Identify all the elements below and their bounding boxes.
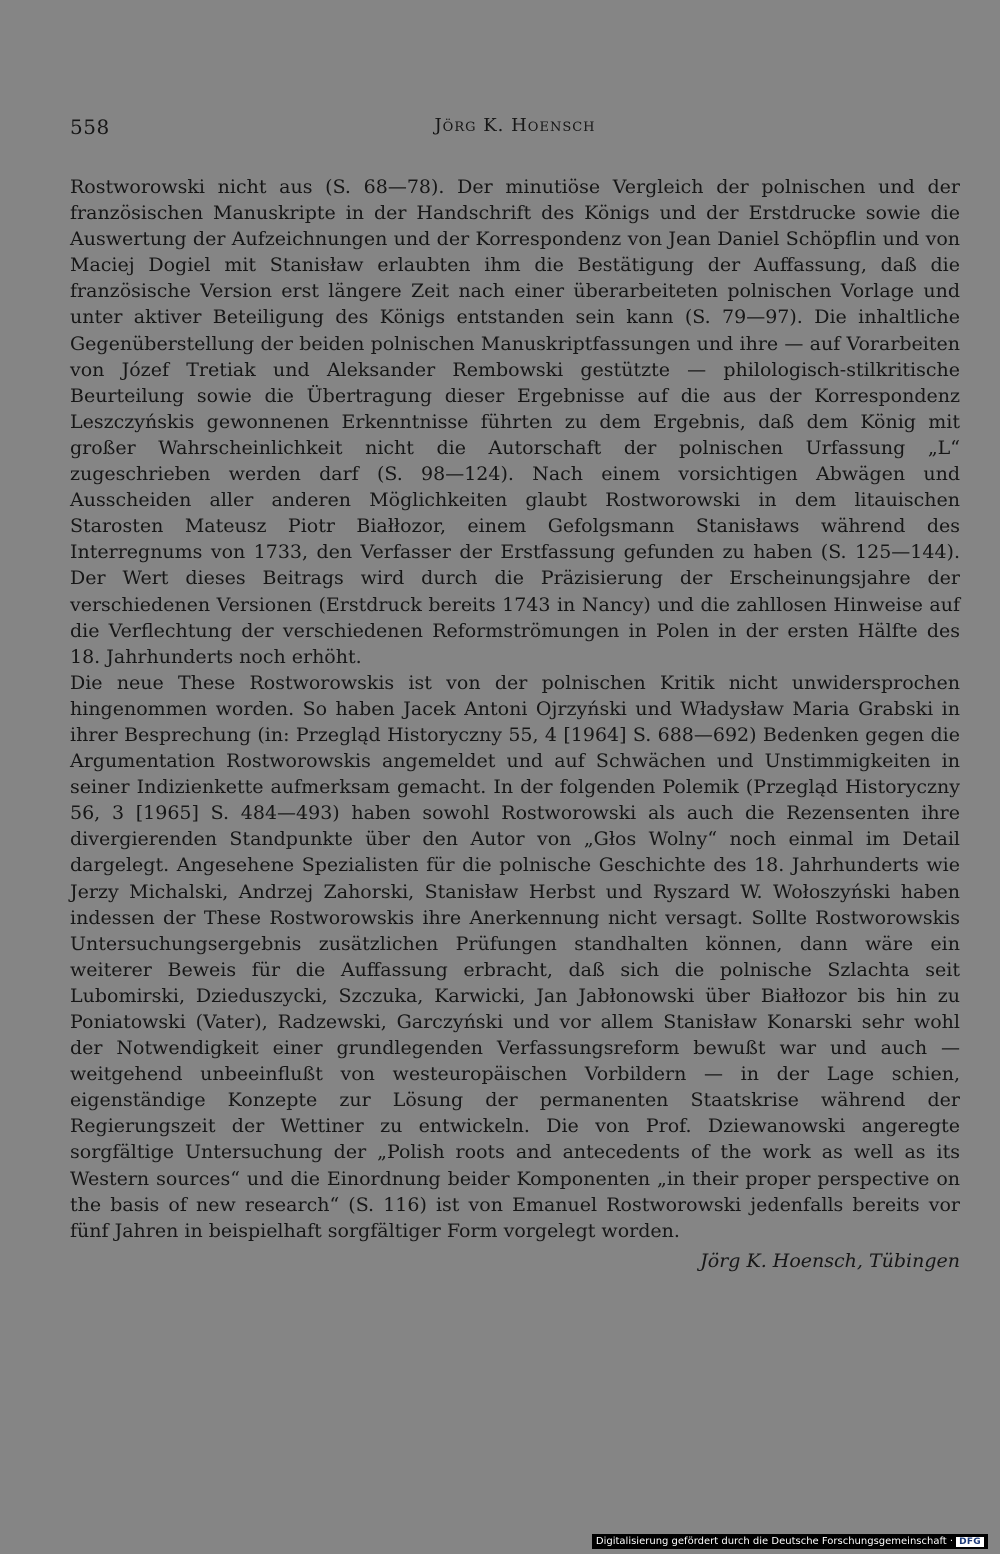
paragraph-2: Die neue These Rostworowskis ist von der polnischen Kritik nicht unwidersprochen hingenommen worden. So haben Jacek Antoni Ojrzyński und Władysław Maria Grabski in ihrer Besprechung (in: Przegląd Historyczny 55, 4 [1964] S. 688—692) Bedenken gegen die Argumentation Rostworowskis angemeldet und auf Schwächen und Unstimmigkeiten in seiner Indizienkette aufmerksam gemacht. In der folgenden Polemik (Przegląd Historyczny 56, 3 [1965] S. 484—493) haben sowohl Rostworowski als auch die Rezensenten ihre divergierenden Standpunkte über den Autor von „Głos Wolny“ noch einmal im Detail dargelegt. Angesehene Spezialisten für die polnische Geschichte des 18. Jahrhunderts wie Jerzy Michalski, Andrzej Zahorski, Stanisław Herbst und Ryszard W. Wołoszyński haben indessen der These Rostworowskis ihre Anerkennung nicht versagt. Sollte Rostworowskis Untersuchungsergebnis zusätzlichen Prüfungen standhalten können, dann wäre ein weiterer Beweis für die Auffassung erbracht, daß sich die polnische Szlachta seit Lubomirski, Dzieduszycki, Szczuka, Karwicki, Jan Jabłonowski über Białłozor bis hin zu Poniatowski (Vater), Radzewski, Garczyński und vor allem Stanisław Konarski sehr wohl der Notwendigkeit einer grundlegenden Verfassungsreform bewußt war und auch — weitgehend unbeeinflußt von westeuropäischen Vorbildern — in der Lage schien, eigenständige Konzepte zur Lösung der permanenten Staatskrise während der Regierungszeit der Wettiner zu entwickeln. Die von Prof. Dziewanowski angeregte sorgfältige Untersuchung der „Polish roots and antecedents of the work as well as its Western sources“ und die Einordnung beider Komponenten „in their proper perspective on the basis of new research“ (S. 116) ist von Emanuel Rostworowski jedenfalls bereits vor fünf Jahren in beispielhaft sorgfältiger Form vorgelegt worden. [70,671,960,1242]
dfg-logo-icon: DFG [956,1537,984,1547]
digitization-credit [592,1534,988,1549]
credit-text: Digitalisierung gefördert durch die Deutsche Forschungsgemeinschaft · [595,1536,954,1547]
page-number: 558 [70,115,110,139]
author-signature: Jörg K. Hoensch, Tübingen [700,1249,960,1272]
body-text [70,174,960,1274]
running-head: Jörg K. Hoensch [434,115,596,136]
paragraph-1: Rostworowski nicht aus (S. 68—78). Der minutiöse Vergleich der polnischen und der französischen Manuskripte in der Handschrift des Königs und der Erstdrucke sowie die Auswertung der Aufzeichnungen und der Korrespondenz von Jean Daniel Schöpflin und von Maciej Dogiel mit Stanisław erlaubten ihm die Bestätigung der Auffassung, daß die französische Version erst längere Zeit nach einer überarbeiteten polnischen Vorlage und unter aktiver Beteiligung des Königs entstanden sein kann (S. 79—97). Die inhaltliche Gegenüberstellung der beiden polnischen Manuskriptfassungen und ihre — auf Vorarbeiten von Józef Tretiak und Aleksander Rembowski gestützte — philologisch-stilkritische Beurteilung sowie die Übertragung dieser Ergebnisse auf die aus der Korrespondenz Leszczyńskis gewonnenen Erkenntnisse führten zu dem Ergebnis, daß dem König mit großer Wahrscheinlichkeit nicht die Autorschaft der polnischen Urfassung „L“ zugeschrieben werden darf (S. 98—124). Nach einem vorsichtigen Abwägen und Ausscheiden aller anderen Möglichkeiten glaubt Rostworowski in dem litauischen Starosten Mateusz Piotr Białłozor, einem Gefolgsmann Stanisławs während des Interregnums von 1733, den Verfasser der Erstfassung gefunden zu haben (S. 125—144). Der Wert dieses Beitrags wird durch die Präzisierung der Erscheinungsjahre der verschiedenen Versionen (Erstdruck bereits 1743 in Nancy) und die zahllosen Hinweise auf die Verflechtung der verschiedenen Reformströmungen in Polen in der ersten Hälfte des 18. Jahrhunderts noch erhöht. [70,176,960,668]
page-header [70,115,960,147]
